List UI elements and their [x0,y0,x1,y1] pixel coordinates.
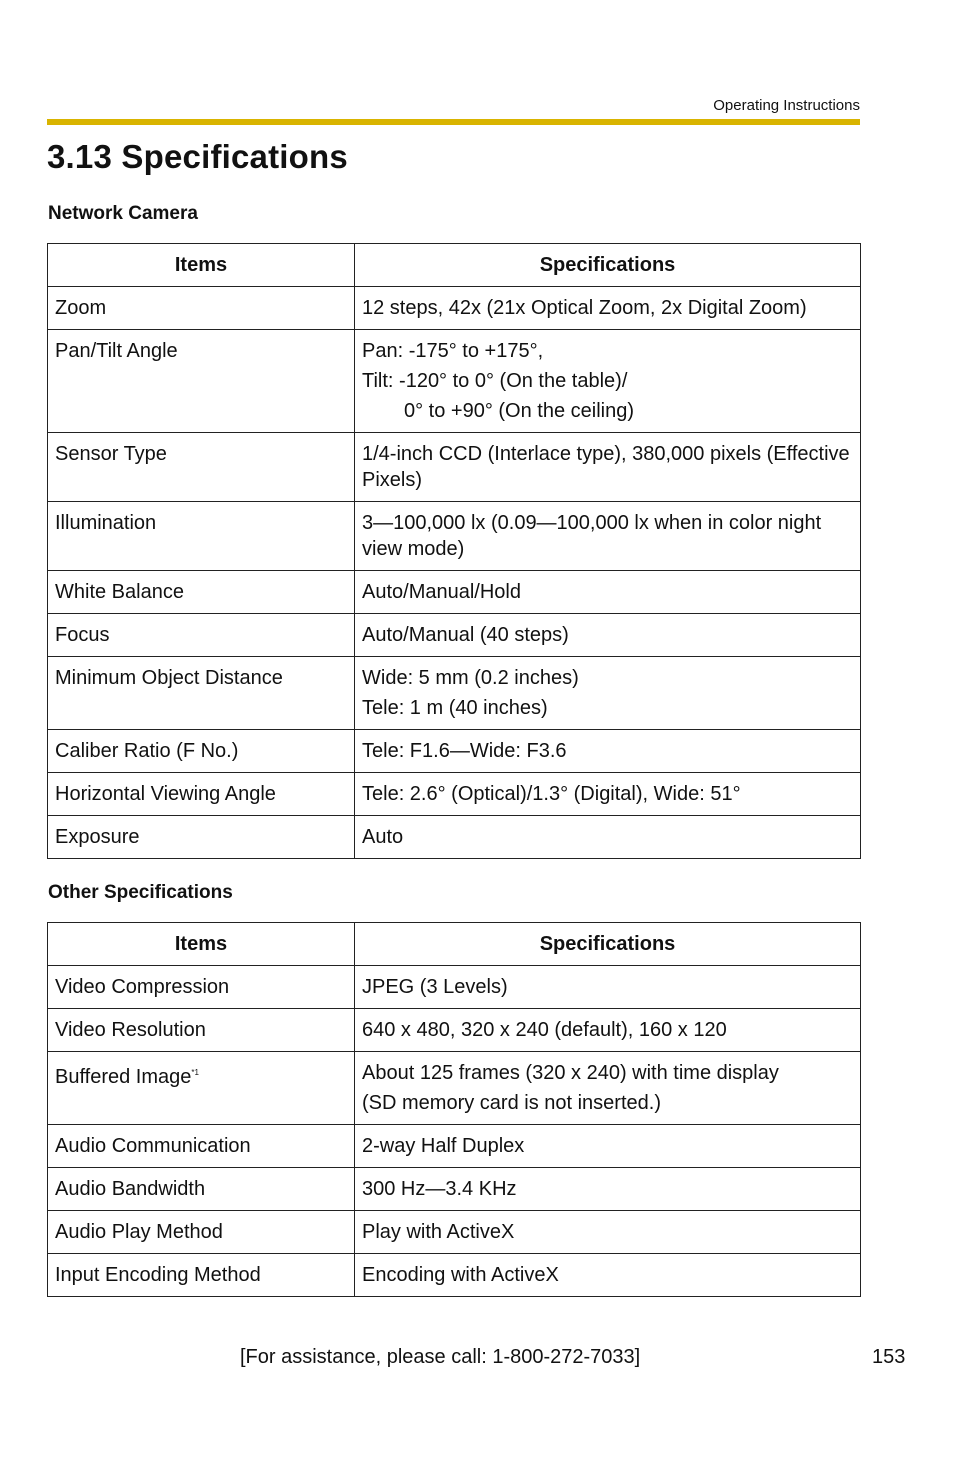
network-camera-table [47,243,861,859]
other-specifications-heading: Other Specifications [48,882,233,903]
table-row [48,433,861,502]
spec-line: Pan: -175° to +175°, [362,340,544,362]
item-cell: Input Encoding Method [48,1254,355,1297]
table-row [48,730,861,773]
spec-line: Wide: 5 mm (0.2 inches) [362,667,579,689]
table-row [48,1254,861,1297]
spec-line: Tilt: -120° to 0° (On the table)/ [362,370,628,392]
spec-line: 300 Hz—3.4 KHz [362,1178,517,1200]
column-header-specifications: Specifications [355,923,861,966]
spec-line: 12 steps, 42x (21x Optical Zoom, 2x Digital Zoom) [362,297,807,319]
table-row [48,816,861,859]
table-row [48,1125,861,1168]
spec-line: JPEG (3 Levels) [362,976,508,998]
table-row [48,287,861,330]
column-header-items: Items [48,244,355,287]
spec-line: 2-way Half Duplex [362,1135,525,1157]
item-cell: Horizontal Viewing Angle [48,773,355,816]
table-header-row [48,244,861,287]
item-cell: Audio Communication [48,1125,355,1168]
table-row [48,614,861,657]
table-row [48,502,861,571]
item-cell: Pan/Tilt Angle [48,330,355,433]
other-specifications-table [47,922,861,1297]
spec-line: 640 x 480, 320 x 240 (default), 160 x 120 [362,1019,727,1041]
table-row [48,657,861,730]
spec-line: Auto [362,826,404,848]
network-camera-heading: Network Camera [48,203,198,224]
table-row [48,330,861,433]
footnote-marker: *1 [191,1068,199,1077]
item-cell: Video Compression [48,966,355,1009]
item-cell: Caliber Ratio (F No.) [48,730,355,773]
spec-cell [355,773,861,816]
item-cell: Audio Bandwidth [48,1168,355,1211]
item-cell: Zoom [48,287,355,330]
spec-cell [355,433,861,502]
item-cell: Minimum Object Distance [48,657,355,730]
table-row [48,773,861,816]
column-header-items: Items [48,923,355,966]
spec-line: 3—100,000 lx (0.09—100,000 lx when in color night view mode) [362,512,822,560]
spec-line: Play with ActiveX [362,1221,515,1243]
spec-cell [355,1168,861,1211]
header-rule [47,119,860,125]
item-cell: Exposure [48,816,355,859]
table-row [48,1052,861,1125]
spec-line: Encoding with ActiveX [362,1264,559,1286]
spec-cell [355,1052,861,1125]
item-cell: Sensor Type [48,433,355,502]
item-cell: Focus [48,614,355,657]
table-row [48,1211,861,1254]
spec-line: Auto/Manual/Hold [362,581,521,603]
header-label: Operating Instructions [713,97,860,114]
spec-line: Tele: 2.6° (Optical)/1.3° (Digital), Wide: 51° [362,783,741,805]
spec-cell [355,1125,861,1168]
spec-line: Tele: F1.6—Wide: F3.6 [362,740,567,762]
spec-cell [355,730,861,773]
spec-cell [355,1254,861,1297]
spec-line: 0° to +90° (On the ceiling) [404,400,635,422]
spec-cell [355,966,861,1009]
item-cell [48,1052,355,1125]
table-row [48,966,861,1009]
spec-cell [355,502,861,571]
item-cell: White Balance [48,571,355,614]
spec-line: (SD memory card is not inserted.) [362,1092,661,1114]
item-label: Buffered Image [55,1066,192,1088]
spec-cell [355,571,861,614]
table-row [48,1009,861,1052]
spec-cell [355,287,861,330]
spec-cell [355,330,861,433]
spec-cell [355,657,861,730]
page-number: 153 [872,1346,906,1368]
table-row [48,1168,861,1211]
item-cell: Audio Play Method [48,1211,355,1254]
spec-line: Tele: 1 m (40 inches) [362,697,548,719]
spec-cell [355,1211,861,1254]
spec-line: About 125 frames (320 x 240) with time display [362,1062,779,1084]
table-row [48,571,861,614]
spec-line: 1/4-inch CCD (Interlace type), 380,000 pixels (Effective Pixels) [362,443,850,491]
column-header-specifications: Specifications [355,244,861,287]
spec-cell [355,816,861,859]
item-cell: Illumination [48,502,355,571]
spec-line: Auto/Manual (40 steps) [362,624,569,646]
assistance-footer: [For assistance, please call: 1-800-272-7033] [240,1346,641,1368]
page-title: 3.13 Specifications [47,138,348,175]
spec-cell [355,1009,861,1052]
table-header-row [48,923,861,966]
spec-cell [355,614,861,657]
item-cell: Video Resolution [48,1009,355,1052]
